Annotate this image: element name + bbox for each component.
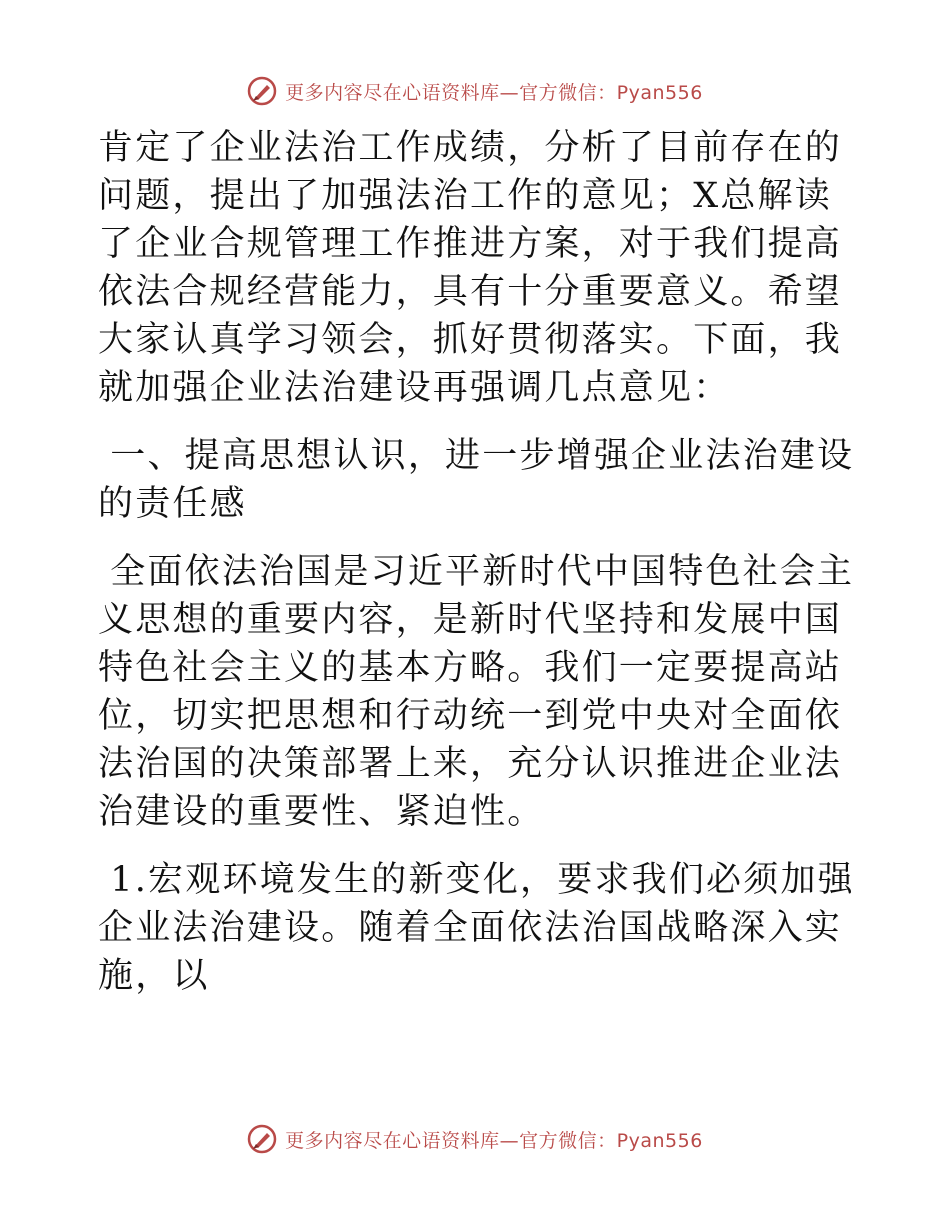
paragraph-intro: 肯定了企业法治工作成绩，分析了目前存在的问题，提出了加强法治工作的意见；X总解读了企业合规管理工作推进方案，对于我们提高依法合规经营能力，具有十分重要意义。希望大家认真学习领会，抓好贯彻落实。下面，我就加强企业法治建设再强调几点意见： [98, 128, 843, 408]
pen-logo-icon [247, 76, 277, 106]
watermark-header [0, 76, 950, 106]
pen-logo-icon [247, 1124, 277, 1154]
watermark-text: 更多内容尽在心语资料库—官方微信：Pyan556 [285, 81, 703, 104]
paragraph-body: 全面依法治国是习近平新时代中国特色社会主义思想的重要内容，是新时代坚持和发展中国特色社会主义的基本方略。我们一定要提高站位，切实把思想和行动统一到党中央对全面依法治国的决策部署上来，充分认识推进企业法治建设的重要性、紧迫性。 [98, 552, 855, 832]
document-body [98, 124, 858, 1000]
watermark-text: 更多内容尽在心语资料库—官方微信：Pyan556 [285, 1129, 703, 1152]
paragraph-point-1: 1.宏观环境发生的新变化，要求我们必须加强企业法治建设。随着全面依法治国战略深入实施，以 [98, 860, 855, 996]
watermark-footer [0, 1124, 950, 1154]
section-heading-1: 一、提高思想认识，进一步增强企业法治建设的责任感 [98, 436, 855, 524]
